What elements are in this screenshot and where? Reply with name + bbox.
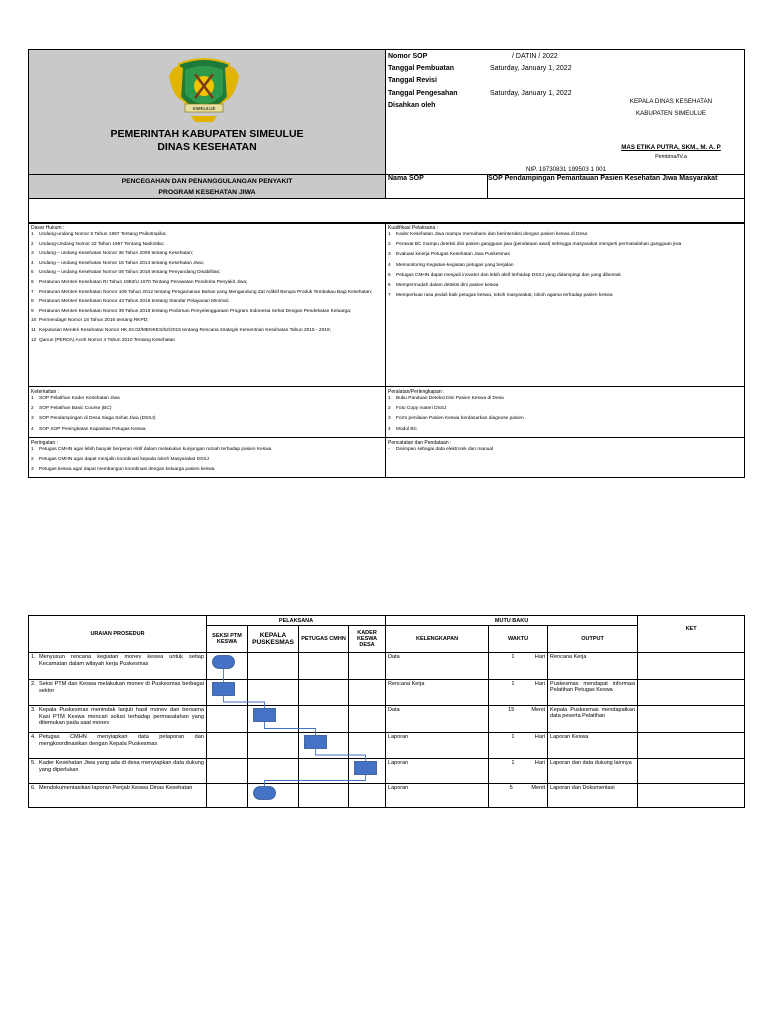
lane-kader-keswa-desa bbox=[349, 784, 386, 808]
list-item-text: Petugas CMHN agar dapat menjalin koordinasi kepada tokoh Masyarakat DSSJ bbox=[39, 456, 209, 462]
lane-seksi-ptm-keswa bbox=[207, 653, 248, 680]
table-row bbox=[29, 733, 745, 759]
lane-seksi-ptm-keswa bbox=[207, 759, 248, 784]
list-item-text: Perawat BC mampu deteksi dini pasien gangguan jiwa (pendataan awal) sehingga masyarakat mengerti permasalahan gangguan jiwa bbox=[396, 242, 682, 248]
waktu-unit: Hari bbox=[534, 734, 546, 740]
kualifikasi-cell bbox=[386, 223, 745, 387]
peralatan-cell bbox=[386, 387, 745, 438]
waktu-cell bbox=[489, 733, 548, 759]
list-item bbox=[388, 447, 742, 453]
sop-meta-label: Disahkan oleh bbox=[388, 102, 436, 110]
list-item bbox=[388, 263, 742, 269]
list-item bbox=[31, 290, 383, 296]
step-number: 3. bbox=[31, 707, 36, 713]
list-item-number: 1 bbox=[31, 232, 34, 237]
list-item-text: Kader Kesehatan Jiwa mampu memahami dan berinteraksi dengan pasien keswa di Desa bbox=[396, 232, 588, 237]
list-item bbox=[388, 232, 742, 238]
ket-cell bbox=[638, 706, 745, 733]
list-item-number: 1 bbox=[31, 396, 34, 401]
list-item-number: 9 bbox=[31, 308, 34, 314]
procedure-step bbox=[29, 706, 207, 733]
waktu-cell bbox=[489, 759, 548, 784]
list-item-text: Petugas CMHN dapat menjadi inovator dan lebih aktif terhadap DSSJ yang didampingi dan yang dibentuk bbox=[396, 272, 621, 278]
table-row bbox=[29, 784, 745, 808]
list-item-number: 4 bbox=[31, 426, 34, 432]
lane-petugas-cmhn bbox=[299, 759, 349, 784]
output-cell: Rencana Kerja bbox=[548, 653, 638, 680]
lane-seksi-ptm-keswa bbox=[207, 680, 248, 706]
dasar-hukum-list bbox=[31, 232, 383, 344]
list-item-text: SOP Pelatihan Basic Course (BC) bbox=[39, 406, 112, 412]
list-item bbox=[388, 273, 742, 279]
sop-meta-value: / DATIN / 2022 bbox=[512, 52, 558, 60]
kualifikasi-list bbox=[388, 232, 742, 299]
waktu-cell bbox=[489, 706, 548, 733]
waktu-value: 1 bbox=[511, 681, 515, 687]
list-item bbox=[31, 299, 383, 305]
list-item-number: 8 bbox=[31, 299, 34, 305]
col-uraian-prosedur: URAIAN PROSEDUR bbox=[29, 616, 207, 653]
list-item bbox=[31, 251, 383, 257]
lane-seksi-ptm-keswa bbox=[207, 706, 248, 733]
ket-cell bbox=[638, 653, 745, 680]
list-item bbox=[31, 309, 383, 315]
sop-meta-label: Nomor SOP bbox=[388, 52, 428, 60]
list-item-text: Permendagri Nomor 18 Tahun 2016 tentang RKPD; bbox=[39, 318, 149, 324]
list-item-number: 3 bbox=[31, 416, 34, 422]
kelengkapan-cell: Laporan bbox=[386, 733, 489, 759]
list-item-number: 4 bbox=[388, 262, 391, 268]
kelengkapan-cell: Rencana Kerja bbox=[386, 680, 489, 706]
output-cell: Laporan dan data dukung lainnya bbox=[548, 759, 638, 784]
table-row bbox=[29, 653, 745, 680]
lane-kepala-puskesmas bbox=[248, 706, 299, 733]
step-text: Seksi PTM dan Keswa melakukan monev di Puskesmas berbagai sektor bbox=[39, 681, 204, 694]
col-seksi-ptm-keswa: SEKSI PTM KESWA bbox=[207, 626, 248, 653]
pencatatan-list bbox=[388, 447, 742, 453]
list-item bbox=[31, 396, 383, 402]
list-item-number: 3 bbox=[388, 416, 391, 422]
group-mutu-baku: MUTU BAKU bbox=[386, 616, 638, 626]
kelengkapan-cell: Laporan bbox=[386, 759, 489, 784]
list-item bbox=[388, 242, 742, 248]
nama-sop-value: SOP Pendampingan Pemantauan Pasien Kesehatan Jiwa Masyarakat bbox=[488, 175, 745, 199]
sop-header-table bbox=[28, 49, 745, 224]
lane-kader-keswa-desa bbox=[349, 653, 386, 680]
step-number: 5. bbox=[31, 760, 36, 766]
list-item-text: Petugas keswa agar dapat membangun koordinasi dengan keluarga pasien keswa bbox=[39, 467, 215, 473]
list-item-text: SOP Pendampingan di Desa Siaga Sehat Jiwa (DSSJ) bbox=[39, 416, 156, 422]
list-item-text: Peraturan Menteri Kesehatan Nomor 109 Tahun 2012 tentang Pengamanan Bahan yang Mengandung Zat Adiktif Berupa Produk Tembakau Bagi Kesehatan; bbox=[39, 289, 373, 295]
list-item-text: Peraturan Menteri Kesehatan Nomor 43 Tahun 2016 tentang Standar Pelayanan Minimal; bbox=[39, 299, 230, 305]
program-cell bbox=[29, 175, 386, 199]
lane-kepala-puskesmas bbox=[248, 653, 299, 680]
list-item bbox=[31, 242, 383, 248]
procedure-step bbox=[29, 680, 207, 706]
list-item-number: 3 bbox=[388, 252, 391, 258]
waktu-cell bbox=[489, 653, 548, 680]
output-cell: Laporan dan Dokumentasi bbox=[548, 784, 638, 808]
col-petugas-cmhn: PETUGAS CMHN bbox=[299, 626, 349, 653]
waktu-unit: Menit bbox=[531, 707, 546, 713]
list-item-text: Disimpan sebagai data elektronik dan manual bbox=[396, 446, 494, 452]
org-name-line2: DINAS KESEHATAN bbox=[157, 141, 257, 153]
keterkaitan-list bbox=[31, 396, 383, 433]
list-item-number: 6 bbox=[31, 279, 34, 285]
header-spacer-row bbox=[29, 199, 745, 224]
list-item bbox=[388, 293, 742, 299]
pencatatan-title: Pencatatan dan Pendataan : bbox=[388, 439, 452, 446]
nama-sop-label: Nama SOP bbox=[386, 175, 488, 199]
list-item-text: Mempermudah dalam deteksi dini pasien keswa bbox=[396, 282, 499, 288]
procedure-step bbox=[29, 733, 207, 759]
list-item-text: Petugas CMHN agar lebih banyak berperan Aktif dalam melakukan kunjungan rumah terhadap pasien Keswa bbox=[39, 446, 272, 452]
waktu-value: 5 bbox=[509, 785, 513, 791]
sop-meta-label: Tanggal Revisi bbox=[388, 77, 437, 85]
table-row bbox=[29, 759, 745, 784]
step-text: Menyusun rencana kegiatan monev keswa untuk setiap Kecamatan dalam wilayah kerja Puskesmas bbox=[39, 654, 204, 667]
group-pelaksana: PELAKSANA bbox=[207, 616, 386, 626]
lane-kepala-puskesmas bbox=[248, 759, 299, 784]
seal-label: SIMEULUE bbox=[192, 106, 216, 111]
list-item-text: Memperkuat rasa peduli baik petugas keswa, tokoh masyarakat, tokoh agama terhadap pasien keswa bbox=[396, 293, 613, 299]
lane-seksi-ptm-keswa bbox=[207, 784, 248, 808]
list-item-text: Form penilaian Pasien Keswa berdasarkan diagnose pasien bbox=[396, 416, 524, 422]
sop-meta-value: Saturday, January 1, 2022 bbox=[490, 89, 572, 97]
step-number: 1. bbox=[31, 654, 36, 660]
sop-meta-label: Tanggal Pengesahan bbox=[388, 89, 458, 97]
lane-kader-keswa-desa bbox=[349, 706, 386, 733]
list-item-text: Buku Panduan Deteksi Dini Pasien Keswa di Desa bbox=[396, 396, 504, 401]
org-name-line1: PEMERINTAH KABUPATEN SIMEULUE bbox=[110, 128, 304, 140]
list-item-text: Modul BC bbox=[396, 426, 418, 432]
list-item bbox=[388, 252, 742, 258]
list-item-number: 3 bbox=[31, 251, 34, 257]
list-item-number: 6 bbox=[388, 282, 391, 288]
step-number: 4. bbox=[31, 734, 36, 740]
list-item bbox=[31, 232, 383, 238]
list-item bbox=[31, 318, 383, 324]
list-item bbox=[31, 328, 383, 334]
list-item-text: Peraturan Menteri Kesehatan Nomor 39 Tahun 2016 tentang Pedoman Penyelenggaraan Program Indonesia Sehat Dengan Pendekatan Keluarga; bbox=[39, 308, 352, 314]
procedure-step bbox=[29, 759, 207, 784]
list-item bbox=[388, 416, 742, 422]
col-ket: KET bbox=[638, 616, 745, 653]
list-item-text: SOP SOP Peningkatan Kapasitas Petugas Keswa bbox=[39, 426, 146, 432]
list-item bbox=[388, 283, 742, 289]
signer-name: MAS ETIKA PUTRA, SKM., M. A. P bbox=[621, 144, 721, 151]
signer-title-1: KEPALA DINAS KESEHATAN bbox=[629, 98, 713, 105]
list-item-number: 3 bbox=[31, 467, 34, 473]
sop-meta-row bbox=[388, 50, 742, 62]
lane-petugas-cmhn bbox=[299, 784, 349, 808]
list-item-number: 4 bbox=[31, 260, 34, 266]
list-item-number: 2 bbox=[31, 406, 34, 412]
step-text: Kepala Puskesmas menindak lanjuti hasil monev dan bersama Kasi PTM Keswa mencari solusi terhadap permasalahan yang ditemukan pada saat monev bbox=[39, 707, 204, 727]
waktu-value: 1 bbox=[511, 760, 515, 766]
list-item-number: 2 bbox=[388, 406, 391, 412]
list-item-text: Foto Copy materi DSSJ bbox=[396, 406, 447, 412]
kelengkapan-cell: Laporan bbox=[386, 784, 489, 808]
keterkaitan-title: Keterkaitan : bbox=[31, 389, 60, 395]
list-item bbox=[388, 396, 742, 402]
list-item bbox=[31, 261, 383, 267]
table-row bbox=[29, 706, 745, 733]
program-line1: PENCEGAHAN DAN PENANGGULANGAN PENYAKIT bbox=[121, 178, 293, 185]
list-item-text: Undang – undang Kesehatan Nomor 08 Tahun 2016 tentang Penyandang Disabilitas; bbox=[39, 270, 221, 276]
procedure-step bbox=[29, 653, 207, 680]
simeulue-seal-logo bbox=[165, 56, 243, 124]
signer-rank: Pembina/IV.a bbox=[655, 154, 687, 160]
sop-meta-row bbox=[388, 75, 742, 87]
sop-info-table bbox=[28, 222, 745, 478]
ket-cell bbox=[638, 759, 745, 784]
list-item bbox=[31, 280, 383, 286]
kelengkapan-cell: Data bbox=[386, 706, 489, 733]
procedure-table bbox=[28, 615, 745, 808]
table-row bbox=[29, 680, 745, 706]
header-meta-cell bbox=[386, 50, 745, 175]
ket-cell bbox=[638, 733, 745, 759]
list-item-text: Undang – undang Kesehatan Nomor 36 Tahun 2009 tentang Kesehatan; bbox=[39, 251, 194, 257]
keterkaitan-cell bbox=[29, 387, 386, 438]
lane-kepala-puskesmas bbox=[248, 733, 299, 759]
list-item-text: Keputusan Menteri Kesehatan Nomor HK.02.02/MENKES/52/2015 tentang Rencana strategis Kementrian Kesehatan Tahun 2015 - 2019; bbox=[39, 327, 331, 333]
list-item bbox=[31, 416, 383, 422]
list-item-number: 1 bbox=[388, 232, 391, 237]
list-item-number: 5 bbox=[388, 272, 391, 278]
lane-petugas-cmhn bbox=[299, 706, 349, 733]
pencatatan-cell bbox=[386, 437, 745, 478]
waktu-value: 15 bbox=[508, 707, 515, 713]
waktu-unit: Hari bbox=[534, 654, 546, 660]
waktu-cell bbox=[489, 784, 548, 808]
waktu-unit: Menit bbox=[531, 785, 546, 791]
list-item-number: 12 bbox=[31, 337, 37, 343]
list-item bbox=[31, 447, 383, 453]
step-text: Petugas CMHN menyiapkan data pelaporan dan mengkoordinasikan dengan Kepala Puskesmas bbox=[39, 734, 204, 747]
list-item bbox=[31, 427, 383, 433]
list-item-text: Undang-Undang Nomor 22 Tahun 1997 Tentang Narkotika; bbox=[39, 241, 165, 247]
ket-cell bbox=[638, 784, 745, 808]
list-item-number: - bbox=[388, 446, 390, 452]
list-item-number: 2 bbox=[31, 241, 34, 247]
list-item-text: Undang-undang Nomor 5 Tahun 1997 Tentang Psikotropika; bbox=[39, 232, 167, 237]
waktu-cell bbox=[489, 680, 548, 706]
col-output: OUTPUT bbox=[548, 626, 638, 653]
list-item bbox=[31, 338, 383, 344]
kelengkapan-cell: Data bbox=[386, 653, 489, 680]
list-item-text: Undang – undang Kesehatan Nomor 18 Tahun 2014 tentang Kesehatan Jiwa; bbox=[39, 260, 204, 266]
list-item-number: 1 bbox=[31, 446, 34, 452]
lane-kader-keswa-desa bbox=[349, 759, 386, 784]
col-waktu: WAKTU bbox=[489, 626, 548, 653]
lane-kader-keswa-desa bbox=[349, 680, 386, 706]
list-item-number: 1 bbox=[388, 396, 391, 401]
program-line2: PROGRAM KESEHATAN JIWA bbox=[158, 189, 256, 196]
step-number: 6. bbox=[31, 785, 36, 791]
list-item-number: 4 bbox=[388, 426, 391, 432]
list-item-number: 11 bbox=[31, 327, 36, 333]
list-item bbox=[31, 457, 383, 463]
list-item bbox=[31, 467, 383, 473]
peringatan-title: Peringatan : bbox=[31, 439, 58, 446]
list-item-text: Qanun (PERDA) Aceh Nomor 4 Tahun 2010 Tentang Kesehatan bbox=[39, 337, 176, 343]
list-item-number: 2 bbox=[31, 456, 34, 462]
peralatan-title: Peralatan/Perlengkapan : bbox=[388, 389, 445, 395]
list-item-number: 2 bbox=[388, 242, 391, 248]
header-logo-cell bbox=[29, 50, 386, 175]
output-cell: Kepala Puskesmas mendapatkan data peserta Pelatihan bbox=[548, 706, 638, 733]
col-kader-keswa-desa: KADER KESWA DESA bbox=[349, 626, 386, 653]
list-item-number: 5 bbox=[31, 270, 34, 276]
sop-meta-label: Tanggal Pembuatan bbox=[388, 65, 454, 73]
waktu-unit: Hari bbox=[534, 760, 546, 766]
output-cell: Puskesmas mendapat informasi Pelatihan Petugas Keswa bbox=[548, 680, 638, 706]
lane-petugas-cmhn bbox=[299, 733, 349, 759]
lane-seksi-ptm-keswa bbox=[207, 733, 248, 759]
signer-title-2: KABUPATEN SIMEULUE bbox=[636, 110, 706, 117]
procedure-step bbox=[29, 784, 207, 808]
list-item-number: 7 bbox=[31, 289, 34, 295]
col-kelengkapan: KELENGKAPAN bbox=[386, 626, 489, 653]
peralatan-list bbox=[388, 396, 742, 433]
list-item bbox=[388, 406, 742, 412]
output-cell: Laporan Keswa bbox=[548, 733, 638, 759]
list-item-text: Evaluasi kinerja Petugas Kesehatan Jiwa Puskesmas bbox=[396, 252, 510, 258]
step-text: Mendokumentasikan laporan Penjab Keswa Dinas Kesehatan bbox=[39, 785, 193, 791]
lane-petugas-cmhn bbox=[299, 680, 349, 706]
step-text: Kader Kesehatan Jiwa yang ada di desa menyiapkan data dukung yang diperlukan bbox=[39, 760, 204, 773]
list-item bbox=[31, 406, 383, 412]
waktu-value: 1 bbox=[511, 734, 515, 740]
waktu-value: 1 bbox=[511, 654, 515, 660]
signer-nip: NIP. 19730831 199503 1 001 bbox=[525, 166, 607, 173]
waktu-unit: Hari bbox=[534, 681, 546, 687]
list-item-number: 10 bbox=[31, 318, 37, 324]
peringatan-list bbox=[31, 447, 383, 473]
list-item bbox=[388, 427, 742, 433]
col-kepala-puskesmas: KEPALA PUSKESMAS bbox=[248, 626, 299, 653]
lane-petugas-cmhn bbox=[299, 653, 349, 680]
ket-cell bbox=[638, 680, 745, 706]
sop-meta-row bbox=[388, 62, 742, 74]
peringatan-cell bbox=[29, 437, 386, 478]
lane-kepala-puskesmas bbox=[248, 784, 299, 808]
list-item-text: SOP Pelatihan Kader Kesehatan Jiwa bbox=[39, 396, 120, 401]
list-item-number: 7 bbox=[388, 293, 391, 299]
kualifikasi-title: Kualifikasi Pelaksana : bbox=[388, 225, 439, 231]
sop-meta-value: Saturday, January 1, 2022 bbox=[490, 65, 572, 73]
lane-kader-keswa-desa bbox=[349, 733, 386, 759]
list-item-text: Memonitoring Kegiatan-kegiatan petugas yang berjalan bbox=[396, 262, 514, 268]
dasar-hukum-cell bbox=[29, 223, 386, 387]
list-item-text: Peraturan Menteri Kesehatan RI Tahun 1993/U 1970 Tentang Perawatan Penderita Penyakit Jiwa; bbox=[39, 279, 248, 285]
step-number: 2. bbox=[31, 681, 36, 687]
list-item bbox=[31, 270, 383, 276]
lane-kepala-puskesmas bbox=[248, 680, 299, 706]
dasar-hukum-title: Dasar Hukum : bbox=[31, 225, 65, 231]
